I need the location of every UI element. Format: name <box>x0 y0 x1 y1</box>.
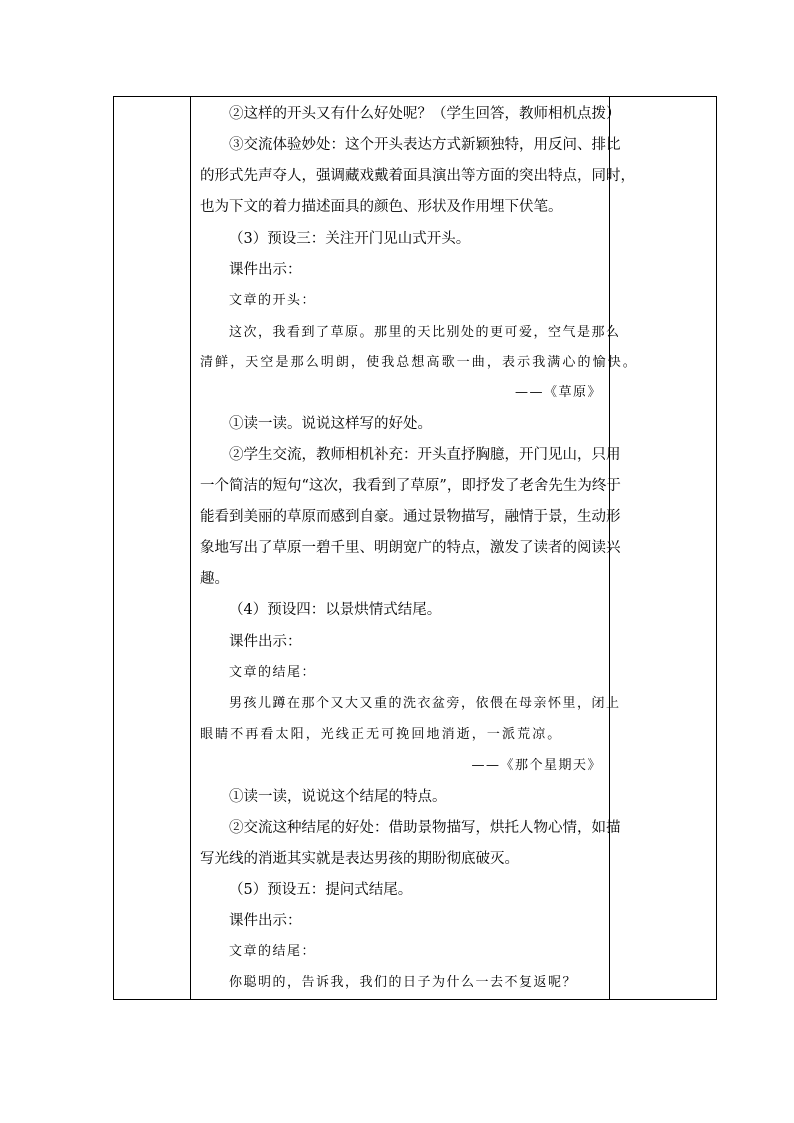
quote-source: ——《草原》 <box>514 385 602 400</box>
content-cell <box>192 97 638 999</box>
text-line: 一个简洁的短句“这次，我看到了草原”，即抒发了老舍先生为终于 <box>200 478 621 494</box>
text-line: ②学生交流，教师相机补充：开头直抒胸臆，开门见山，只用 <box>229 447 621 463</box>
text-line: ②这样的开头又有什么好处呢？（学生回答，教师相机点拨） <box>229 106 621 122</box>
lesson-table <box>113 96 717 1000</box>
text-line: ①读一读。说说这样写的好处。 <box>229 416 432 432</box>
quote-heading: 文章的开头： <box>229 293 317 308</box>
quote-line: 清鲜，天空是那么明朗，使我总想高歌一曲，表示我满心的愉快。 <box>200 355 638 370</box>
quote-heading: 文章的结尾： <box>229 665 317 680</box>
quote-line: 这次，我看到了草原。那里的天比别处的更可爱，空气是那么 <box>229 325 621 340</box>
text-line: 也为下文的着力描述面具的颜色、形状及作用埋下伏笔。 <box>200 199 563 215</box>
text-line: （3）预设三：关注开门见山式开头。 <box>229 231 471 247</box>
text-line: （4）预设四：以景烘情式结尾。 <box>229 602 442 618</box>
quote-line: 眼睛不再看太阳，光线正无可挽回地消逝，一派荒凉。 <box>200 727 563 742</box>
text-line: 写光线的消逝其实就是表达男孩的期盼彻底破灭。 <box>200 851 519 867</box>
left-column-cell <box>114 97 191 999</box>
text-line: 课件出示： <box>229 913 302 929</box>
text-line: 的形式先声夺人，强调藏戏戴着面具演出等方面的突出特点，同时， <box>200 168 635 184</box>
text-line: 能看到美丽的草原而感到自豪。通过景物描写，融情于景，生动形 <box>200 509 621 525</box>
text-line: 课件出示： <box>229 634 302 650</box>
text-line: ③交流体验妙处：这个开头表达方式新颖独特，用反问、排比 <box>229 137 621 153</box>
text-line: 课件出示： <box>229 262 302 278</box>
quote-line: 男孩儿蹲在那个又大又重的洗衣盆旁，依偎在母亲怀里，闭上 <box>229 696 621 711</box>
quote-heading: 文章的结尾： <box>229 944 317 959</box>
right-column-cell <box>609 97 716 999</box>
text-line: 趣。 <box>200 571 229 587</box>
text-line: （5）预设五：提问式结尾。 <box>229 882 413 898</box>
text-line: 象地写出了草原一碧千里、明朗宽广的特点，激发了读者的阅读兴 <box>200 540 621 556</box>
quote-source: ——《那个星期天》 <box>471 758 602 773</box>
quote-line: 你聪明的，告诉我，我们的日子为什么一去不复返呢？ <box>229 975 578 990</box>
text-line: ①读一读，说说这个结尾的特点。 <box>229 789 447 805</box>
text-line: ②交流这种结尾的好处：借助景物描写，烘托人物心情，如描 <box>229 820 621 836</box>
